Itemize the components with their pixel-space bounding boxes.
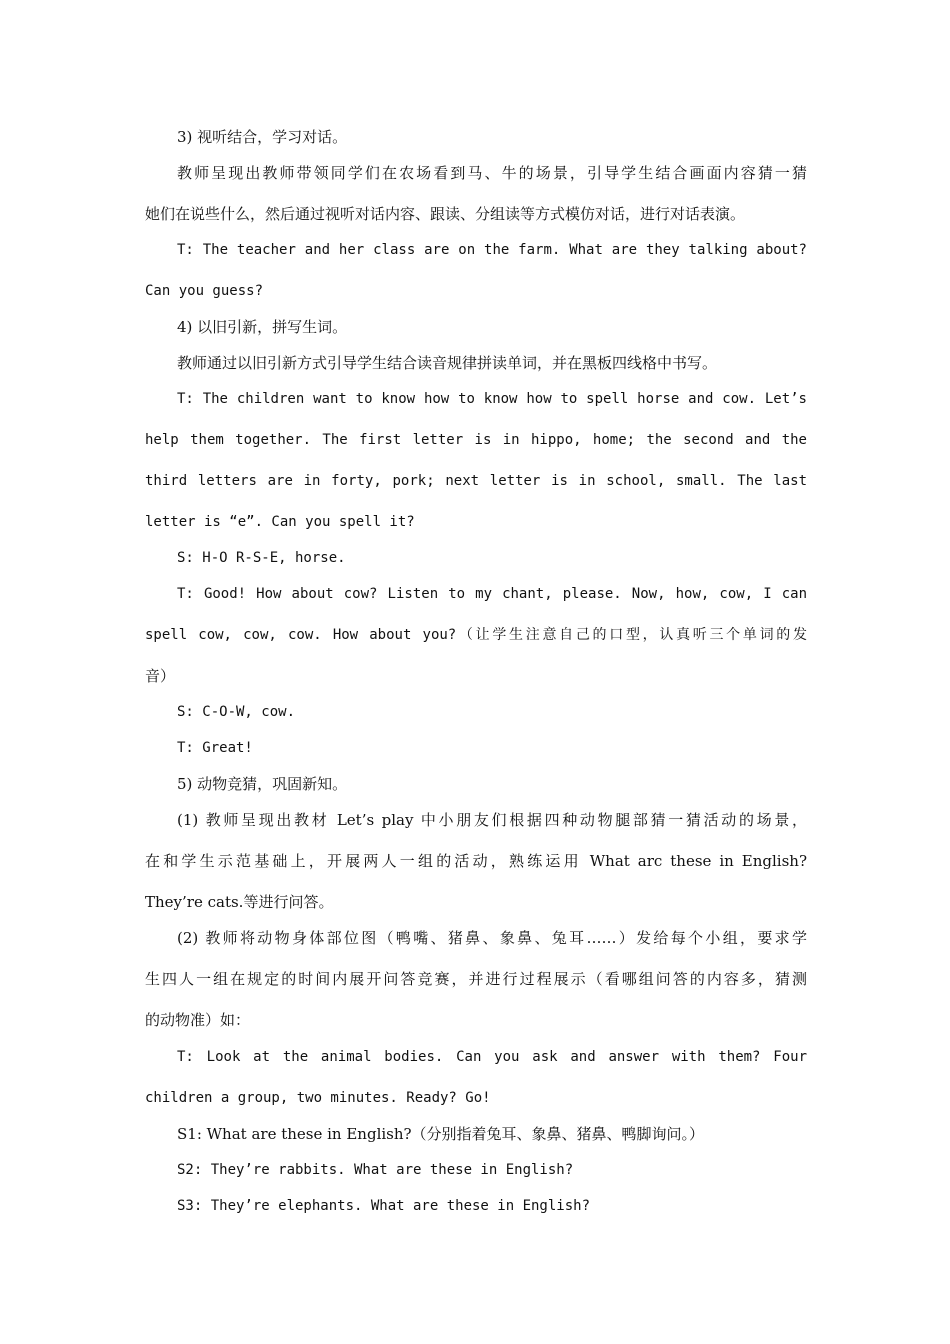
dialogue-line: T: Look at the animal bodies. Can you ask and answer with them? Four xyxy=(177,1049,807,1065)
dialogue-line: S: H-O R-S-E, horse. xyxy=(177,550,346,566)
paragraph-line: 的动物准）如： xyxy=(145,1011,251,1029)
dialogue-line: third letters are in forty, pork; next letter is in school, small. The last xyxy=(145,473,807,489)
dialogue-line: S3: They’re elephants. What are these in English? xyxy=(177,1198,591,1214)
dialogue-line: T: Good! How about cow? Listen to my chant, please. Now, how, cow, I can xyxy=(177,586,807,602)
dialogue-line: letter is “e”. Can you spell it? xyxy=(145,514,415,530)
section-heading-4: 4) 以旧引新，拼写生词。 xyxy=(177,318,348,336)
dialogue-line: children a group, two minutes. Ready? Go! xyxy=(145,1090,491,1106)
dialogue-line: S2: They’re rabbits. What are these in English? xyxy=(177,1162,574,1178)
section-heading-3: 3) 视听结合，学习对话。 xyxy=(177,128,348,146)
dialogue-line: T: The children want to know how to know how to spell horse and cow. Let’s xyxy=(177,391,807,407)
dialogue-line: 音） xyxy=(145,667,176,685)
dialogue-line: S: C-O-W, cow. xyxy=(177,704,296,720)
paragraph-line: (1) 教师呈现出教材 Let’s play 中小朋友们根据四种动物腿部猜一猜活动的场景， xyxy=(177,811,807,829)
dialogue-line: T: Great! xyxy=(177,740,253,756)
paragraph-line: 在和学生示范基础上，开展两人一组的活动，熟练运用 What arc these in English? xyxy=(145,852,807,870)
section-heading-5: 5) 动物竞猜，巩固新知。 xyxy=(177,775,348,793)
paragraph-line: 教师通过以旧引新方式引导学生结合读音规律拼读单词，并在黑板四线格中书写。 xyxy=(177,354,718,372)
dialogue-line: S1: What are these in English?（分别指着兔耳、象鼻、猪鼻、鸭脚询问。） xyxy=(177,1125,705,1143)
paragraph-line: 生四人一组在规定的时间内展开问答竞赛，并进行过程展示（看哪组问答的内容多，猜测 xyxy=(145,970,807,988)
dialogue-line: T: The teacher and her class are on the farm. What are they talking about? xyxy=(177,242,807,258)
dialogue-line: help them together. The first letter is in hippo, home; the second and the xyxy=(145,432,807,448)
dialogue-line: spell cow, cow, cow. How about you?（让学生注意自己的口型，认真听三个单词的发 xyxy=(145,627,807,643)
paragraph-line: 她们在说些什么，然后通过视听对话内容、跟读、分组读等方式模仿对话，进行对话表演。 xyxy=(145,205,746,223)
paragraph-line: They’re cats.等进行问答。 xyxy=(145,893,334,911)
paragraph-line: 教师呈现出教师带领同学们在农场看到马、牛的场景，引导学生结合画面内容猜一猜 xyxy=(177,164,807,182)
dialogue-line: Can you guess? xyxy=(145,283,264,299)
paragraph-line: (2) 教师将动物身体部位图（鸭嘴、猪鼻、象鼻、兔耳……）发给每个小组，要求学 xyxy=(177,929,807,947)
